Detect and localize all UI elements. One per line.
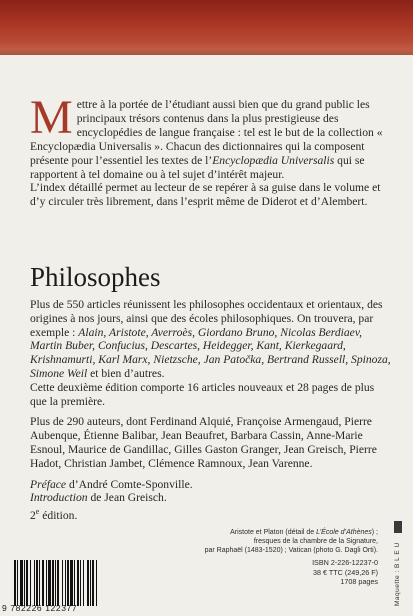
intro-paragraph [30,91,390,209]
barcode-bar [55,560,56,606]
barcode-bar [39,560,40,606]
barcode-bar [52,560,54,606]
barcode-bar [14,560,16,606]
barcode-bar [46,560,47,606]
image-credits: Aristote et Platon (détail de L’École d’Athènes) ; fresques de la chambre de la Signature, par Raphaël (1483-1520) ; Vatican (photo G. Dagli Orti). [204,529,378,554]
barcode-graphic [12,560,122,606]
barcode-bar [70,560,73,606]
barcode [12,560,122,606]
barcode-bar [36,560,38,606]
barcode-bar [77,560,79,606]
authors-paragraph: Plus de 290 auteurs, dont Ferdinand Alquié, Françoise Armengaud, Pierre Aubenque, Étienne Balibar, Jean Beaufret, Barbara Cassin, Anne-Marie Esnoul, Maurice de Gandillac, Gilles Gaston Granger, Jean Greisch, Pierre Hadot, Christian Jambet, Clémence Ramnoux, Jean Varenne. [30,415,377,470]
description [30,298,392,530]
barcode-number: 9 782226 122377 [2,603,78,613]
barcode-bar [34,560,35,606]
edition-note: Cette deuxième édition comporte 16 articles nouveaux et 28 pages de plus que la première. [30,380,375,408]
barcode-bar [17,560,18,606]
drop-cap: M [30,91,73,144]
barcode-bar [96,560,97,606]
barcode-bar [92,560,94,606]
price: 38 € TTC (249,26 F) [313,567,378,577]
barcode-bar [87,560,89,606]
barcode-bar [83,560,84,606]
top-color-band [0,0,413,55]
page-title: Philosophes [30,262,161,292]
barcode-bar [80,560,81,606]
page-count: 1708 pages [340,577,378,587]
barcode-bar [48,560,51,606]
barcode-bar [24,560,25,606]
side-label: Maquette : B L E U [394,542,401,606]
barcode-bar [65,560,66,606]
intro-index-text: L’index détaillé permet au lecteur de se repérer à sa guise dans le volume et d’y circuler très librement, dans l’esprit même de Diderot et d’Alembert. [30,181,381,209]
barcode-bar [57,560,59,606]
barcode-bar [62,560,63,606]
philosopher-names: Alain, Aristote, Averroès, Giordano Bruno, Nicolas Berdiaev, Martin Buber, Confucius, Descartes, Heidegger, Kant, Kierkegaard, Krishnamurti, Karl Marx, Nietzsche, Jan Patočka, Bertrand Russell, Spinoza, Simone Weil [30,325,391,380]
barcode-bar [30,560,31,606]
price-block [300,558,378,587]
barcode-bar [74,560,75,606]
intro-text: ettre à la portée de l’étudiant aussi bien que du grand public les principaux trésors contenus dans la plus prestigieuse des encyclopédies de langue française : tel est le but de la collection « Encyclopædia Universalis ». Chacun des dictionnaires qui la composent présente pour l’essentiel les textes de l’Encyclopædia Universalis qui se rapportent à tel domaine ou à tel sujet d’intérêt majeur. [30,98,383,181]
barcode-bar [42,560,44,606]
barcode-bar [26,560,28,606]
barcode-bar [90,560,91,606]
isbn: ISBN 2-226-12237-0 [312,558,378,567]
barcode-bar [20,560,23,606]
articles-paragraph: Plus de 550 articles réunissent les philosophes occidentaux et orientaux, des origines à nos jours, ainsi que des écoles philosophiques. On trouvera, par exemple : Alain, Aristote, Averroès, Giordano Bruno, Nicolas Berdiaev, Martin Buber, Confucius, Descartes, Heidegger, Kant, Kierkegaard, Krishnamurti, Karl Marx, Nietzsche, Jan Patočka, Bertrand Russell, Spinoza, Simone Weil et bien d’autres. Cette deuxième édition comporte 16 articles nouveaux et 28 pages de plus que la première. [30,298,391,408]
preface-credits: Préface d’André Comte-Sponville. Introduction de Jean Greisch. [30,477,193,505]
edition-label: 2e édition. [30,507,78,523]
barcode-bar [67,560,69,606]
